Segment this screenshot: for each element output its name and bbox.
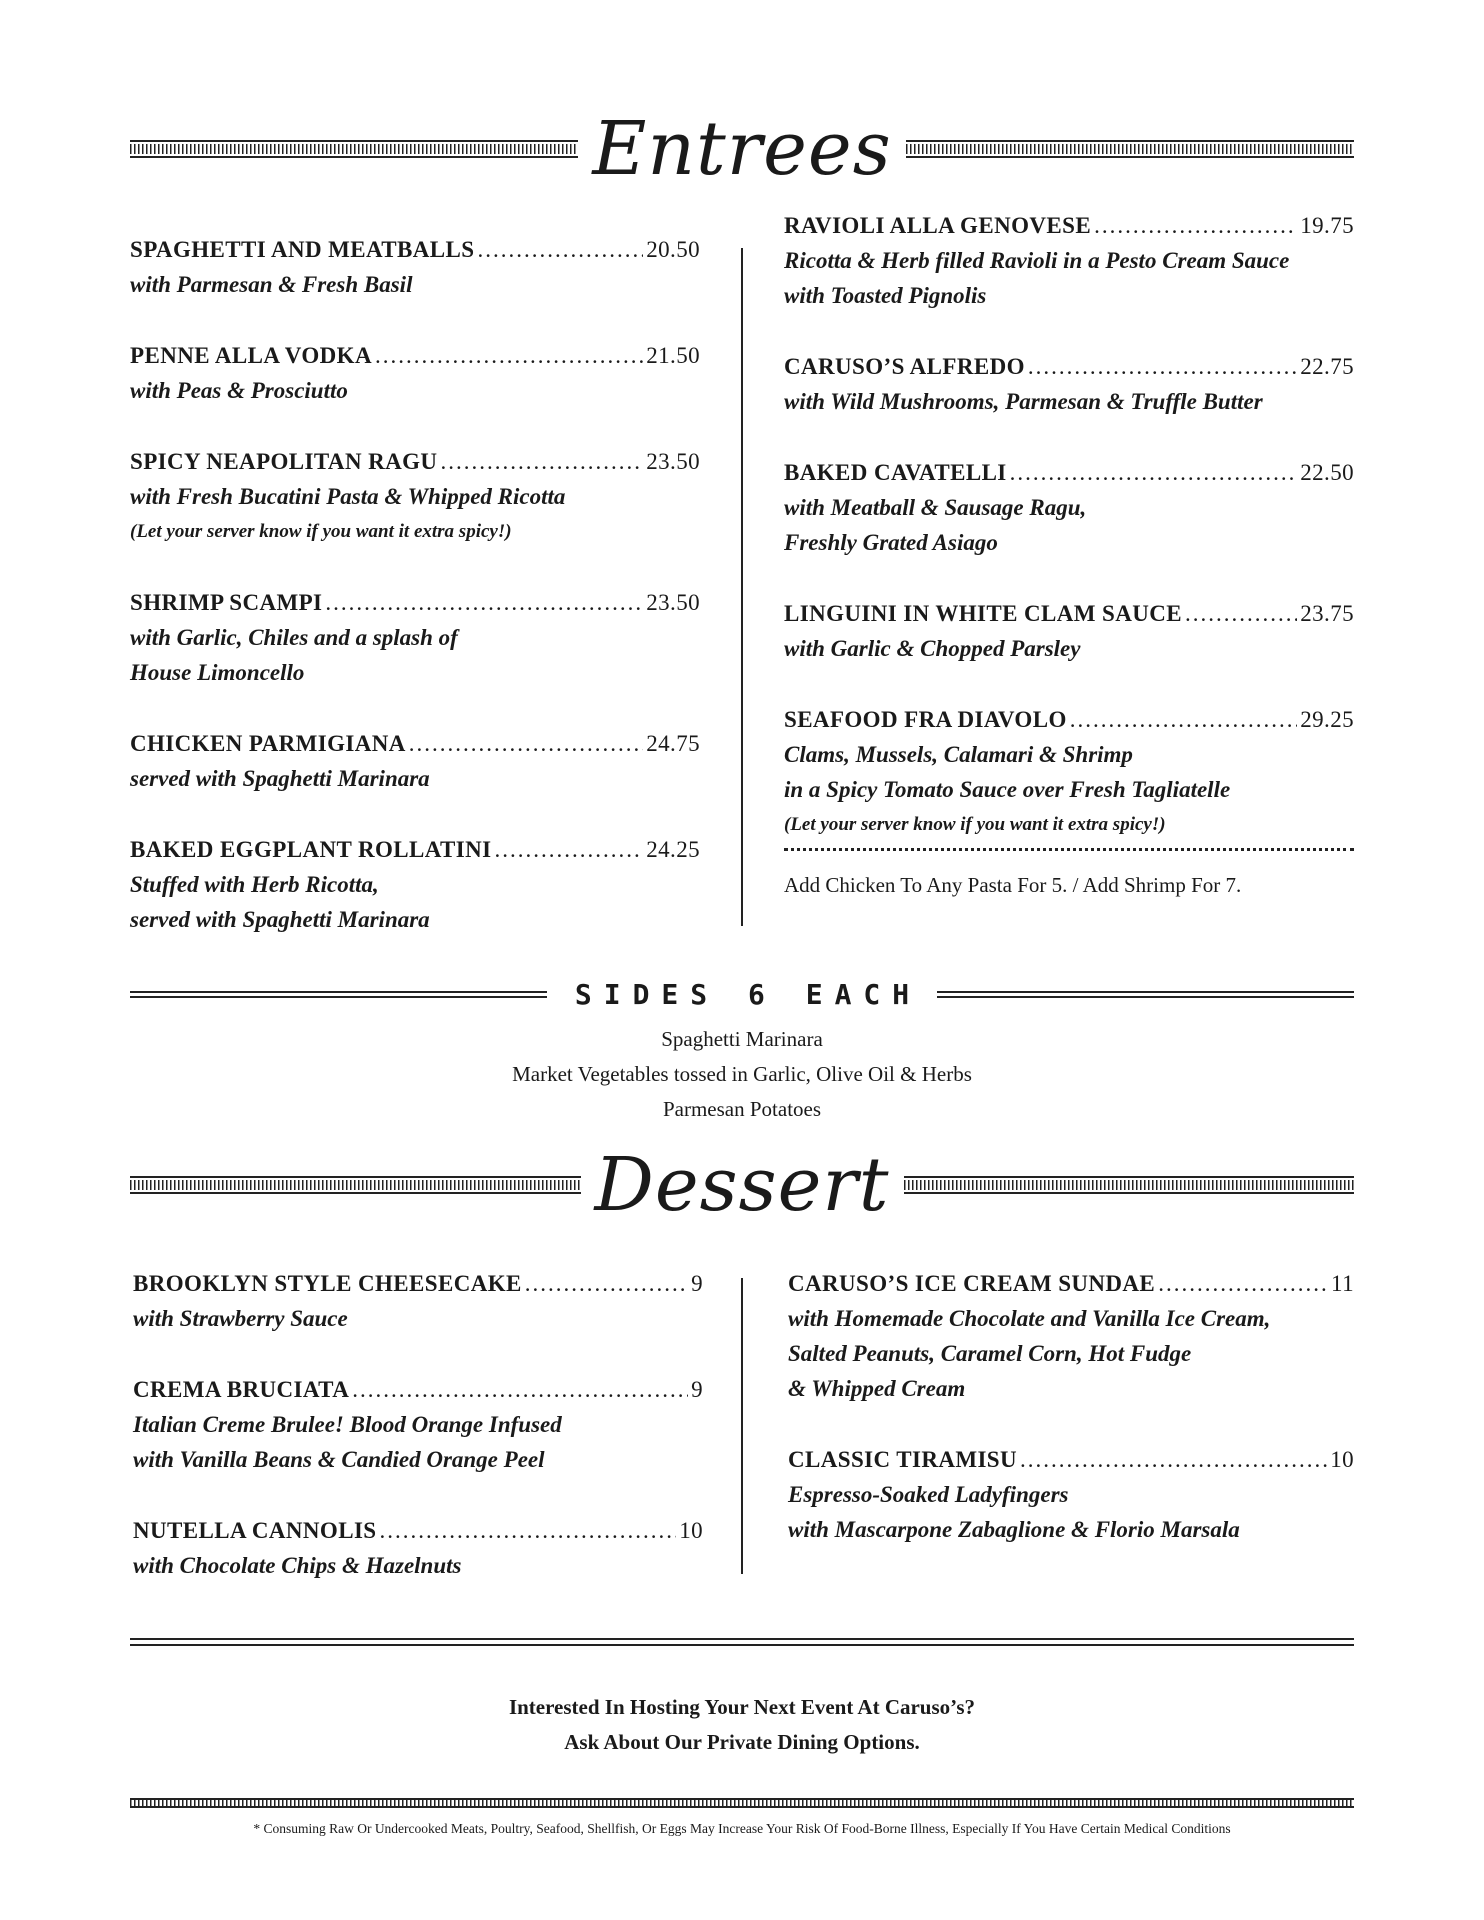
item-name: SEAFOOD FRA DIAVOLO [784,707,1067,732]
item-name: NUTELLA CANNOLIS [133,1518,377,1543]
menu-item [784,455,1354,560]
item-description: with Garlic & Chopped Parsley [784,636,1081,661]
dot-leader [1158,1266,1328,1301]
item-description: House Limoncello [130,660,305,685]
menu-item [133,1513,703,1583]
add-protein-note: Add Chicken To Any Pasta For 5. / Add Shrimp For 7. [784,873,1242,897]
item-description: with Homemade Chocolate and Vanilla Ice Cream, [788,1306,1271,1331]
menu-item [130,832,700,937]
menu-item-heading [130,444,700,479]
item-description: with Toasted Pignolis [784,283,987,308]
menu-item-heading [133,1372,703,1407]
dessert-right-column [788,1266,1354,1583]
item-price: 10 [1330,1447,1354,1472]
item-description: with Wild Mushrooms, Parmesan & Truffle Butter [784,389,1263,414]
menu-item-heading [130,726,700,761]
ornament-rule [130,1176,581,1194]
menu-item-heading [788,1266,1354,1301]
menu-item [788,1266,1354,1406]
column-divider [741,248,743,926]
item-name: SPICY NEAPOLITAN RAGU [130,449,438,474]
item-name: RAVIOLI ALLA GENOVESE [784,213,1092,238]
disclaimer: * Consuming Raw Or Undercooked Meats, Poultry, Seafood, Shellfish, Or Eggs May Increase Your Risk Of Food-Borne Illness, Especially If You Have Certain Medical Conditions [253,1821,1231,1836]
menu-item [133,1266,703,1336]
sides-header [130,978,1354,1011]
item-name: CHICKEN PARMIGIANA [130,731,406,756]
item-description: with Vanilla Beans & Candied Orange Peel [133,1447,545,1472]
dotted-separator [784,846,1354,851]
item-description: with Mascarpone Zabaglione & Florio Marsala [788,1517,1240,1542]
footer-double-rule [130,1638,1354,1646]
menu-item-heading [130,338,700,373]
entrees-right-column [784,208,1354,901]
menu-item [784,702,1354,842]
menu-item-heading [130,232,700,267]
dot-leader [525,1266,688,1301]
item-price: 9 [691,1377,703,1402]
sides-list [0,1022,1484,1127]
item-note: (Let your server know if you want it extra spicy!) [130,521,512,542]
menu-item [130,232,700,302]
dot-leader [409,726,644,761]
item-name: BROOKLYN STYLE CHEESECAKE [133,1271,522,1296]
dot-leader [1010,455,1298,490]
event-line-2: Ask About Our Private Dining Options. [564,1730,920,1754]
menu-item [788,1442,1354,1547]
dot-leader [1185,596,1297,631]
entrees-left-column [130,232,700,973]
menu-item-heading [788,1442,1354,1477]
menu-item-heading [784,455,1354,490]
item-price: 21.50 [646,343,700,368]
item-note: (Let your server know if you want it extra spicy!) [784,814,1166,835]
item-description: Ricotta & Herb filled Ravioli in a Pesto Cream Sauce [784,248,1290,273]
item-description: in a Spicy Tomato Sauce over Fresh Tagliatelle [784,777,1231,802]
dot-leader [325,585,643,620]
item-description: with Parmesan & Fresh Basil [130,272,413,297]
menu-item-heading [784,702,1354,737]
item-name: BAKED CAVATELLI [784,460,1007,485]
item-description: with Fresh Bucatini Pasta & Whipped Ricotta [130,484,566,509]
item-price: 24.75 [646,731,700,756]
item-description: served with Spaghetti Marinara [130,907,430,932]
item-description: with Strawberry Sauce [133,1306,348,1331]
menu-item [130,585,700,690]
item-price: 23.75 [1300,601,1354,626]
item-price: 23.50 [646,590,700,615]
item-name: LINGUINI IN WHITE CLAM SAUCE [784,601,1183,626]
menu-item [784,596,1354,666]
item-description: with Chocolate Chips & Hazelnuts [133,1553,462,1578]
item-description: with Peas & Prosciutto [130,378,348,403]
event-line-1: Interested In Hosting Your Next Event At Caruso’s? [508,1695,976,1719]
double-rule [937,991,1354,998]
menu-item-heading [130,585,700,620]
item-description: Salted Peanuts, Caramel Corn, Hot Fudge [788,1341,1192,1366]
item-price: 19.75 [1300,213,1354,238]
item-price: 22.75 [1300,354,1354,379]
double-rule [130,991,547,998]
menu-item-heading [784,349,1354,384]
item-name: PENNE ALLA VODKA [130,343,372,368]
dot-leader [380,1513,677,1548]
sides-title: SIDES 6 EACH [574,978,922,1011]
ornament-rule [904,1176,1355,1194]
item-price: 23.50 [646,449,700,474]
item-name: SHRIMP SCAMPI [130,590,323,615]
menu-item [130,726,700,796]
menu-item-heading [784,596,1354,631]
item-name: CARUSO’S ICE CREAM SUNDAE [788,1271,1156,1296]
ornament-rule [130,140,578,158]
item-price: 10 [679,1518,703,1543]
item-description: & Whipped Cream [788,1376,966,1401]
item-description: Stuffed with Herb Ricotta, [130,872,379,897]
item-name: CARUSO’S ALFREDO [784,354,1025,379]
dot-leader [1094,208,1297,243]
dot-leader [1020,1442,1327,1477]
item-price: 24.25 [646,837,700,862]
item-price: 29.25 [1300,707,1354,732]
item-description: Clams, Mussels, Calamari & Shrimp [784,742,1133,767]
menu-item [784,208,1354,313]
menu-item-heading [133,1513,703,1548]
dessert-title: Dessert [594,1142,890,1228]
menu-item [784,349,1354,419]
item-description: Freshly Grated Asiago [784,530,998,555]
menu-item [133,1372,703,1477]
menu-item [130,338,700,408]
item-price: 9 [691,1271,703,1296]
dot-leader [494,832,643,867]
side-item: Market Vegetables tossed in Garlic, Olive Oil & Herbs [512,1062,972,1086]
item-name: SPAGHETTI AND MEATBALLS [130,237,475,262]
item-description: with Meatball & Sausage Ragu, [784,495,1087,520]
item-description: Espresso-Soaked Ladyfingers [788,1482,1069,1507]
dot-leader [477,232,643,267]
footer-ornament-rule [130,1798,1354,1808]
ornament-rule [906,140,1354,158]
menu-item [130,444,700,549]
dot-leader [1070,702,1297,737]
side-item: Spaghetti Marinara [661,1027,823,1051]
dot-leader [1028,349,1297,384]
entrees-title: Entrees [592,106,892,192]
column-divider [741,1278,743,1574]
dessert-header [130,1142,1354,1228]
item-price: 11 [1331,1271,1354,1296]
dot-leader [440,444,643,479]
dessert-left-column [133,1266,703,1619]
entrees-header [130,106,1354,192]
item-price: 20.50 [646,237,700,262]
item-description: Italian Creme Brulee! Blood Orange Infused [133,1412,562,1437]
menu-item-heading [133,1266,703,1301]
item-name: CREMA BRUCIATA [133,1377,350,1402]
item-description: served with Spaghetti Marinara [130,766,430,791]
menu-item-heading [784,208,1354,243]
item-name: CLASSIC TIRAMISU [788,1447,1018,1472]
dot-leader [375,338,643,373]
item-name: BAKED EGGPLANT ROLLATINI [130,837,492,862]
item-price: 22.50 [1300,460,1354,485]
dot-leader [352,1372,688,1407]
item-description: with Garlic, Chiles and a splash of [130,625,458,650]
menu-item-heading [130,832,700,867]
side-item: Parmesan Potatoes [662,1097,822,1121]
